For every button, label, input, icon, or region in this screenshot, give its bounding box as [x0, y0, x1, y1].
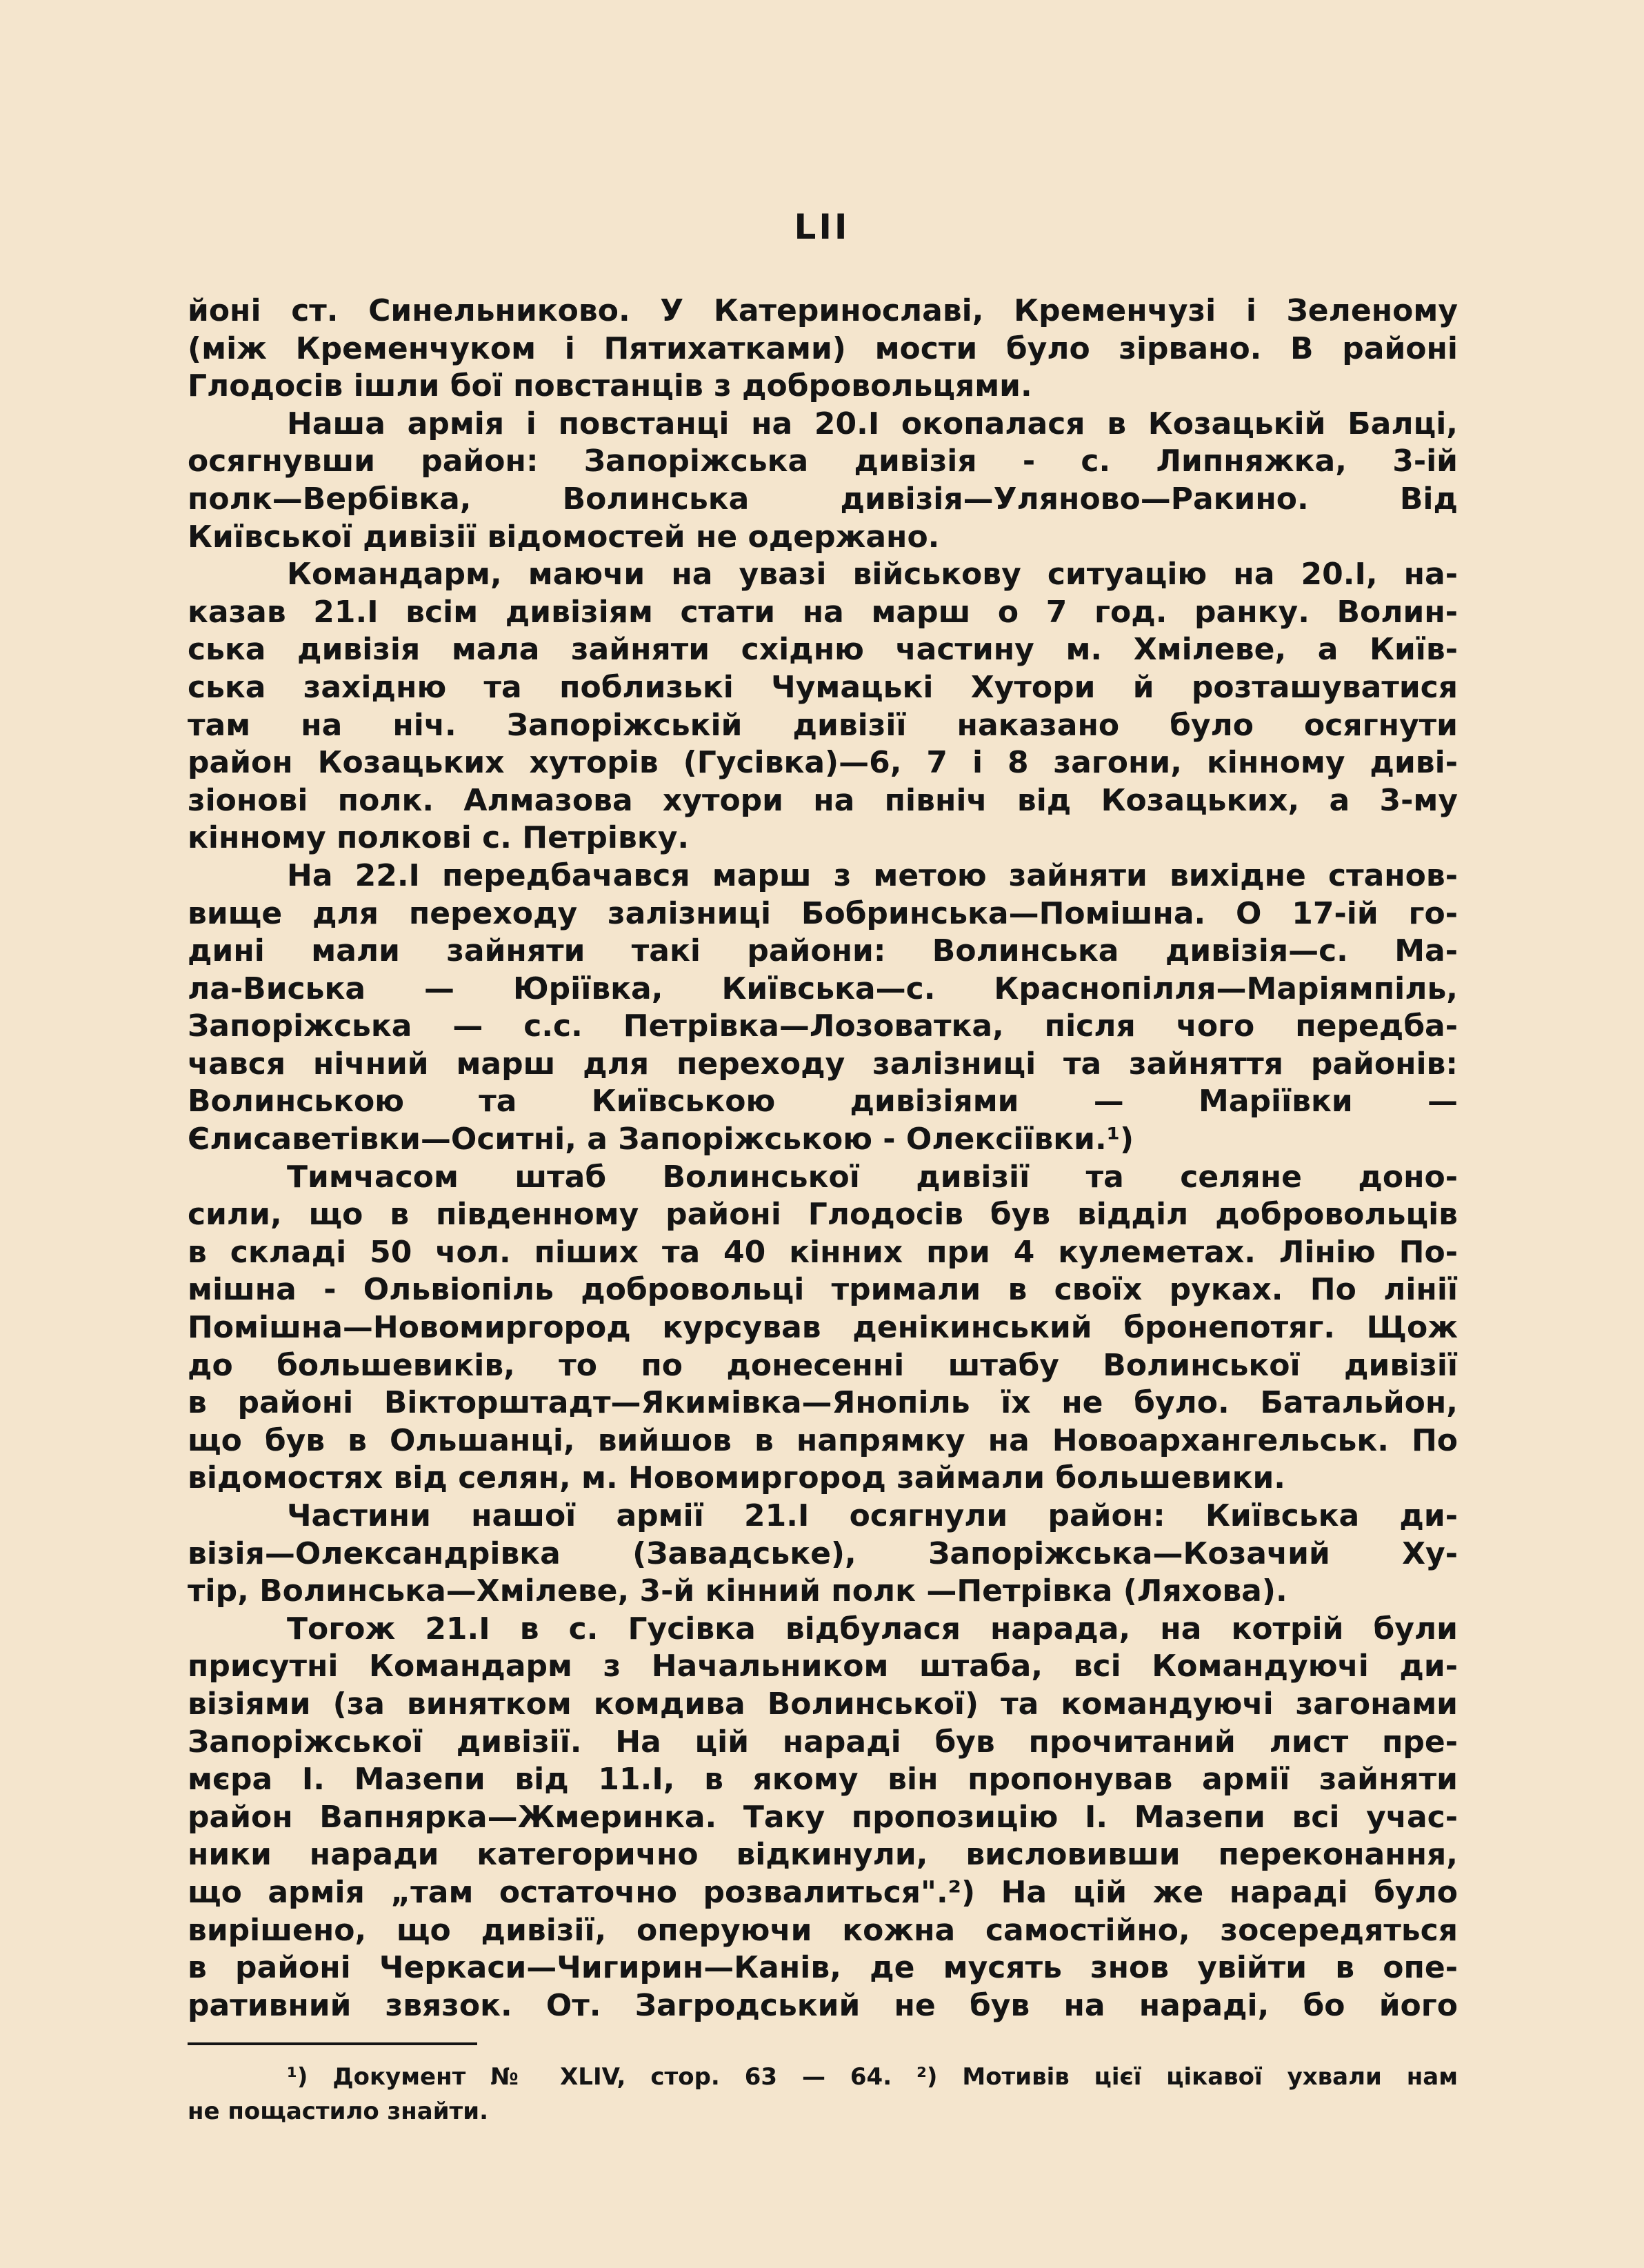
text-line: відомостях від селян, м. Новомиргород займали большевики. [188, 1460, 1286, 1496]
text-line: візіями (за винятком комдива Волинської) та командуючі загонами [188, 1686, 1458, 1722]
text-line: район Козацьких хуторів (Гусівка)—6, 7 і 8 загони, кінному диві- [188, 745, 1458, 781]
footnote-line: ¹) Документ № XLIV, стор. 63 — 64. ²) Мотивів цієї цікавої ухвали нам [287, 2063, 1458, 2091]
text-line: присутні Командарм з Начальником штаба, всі Командуючі ди- [188, 1649, 1458, 1684]
text-line: полк—Вербівка, Волинська дивізія—Уляново—Ракино. Від [188, 481, 1458, 517]
paragraph-start: Тимчасом штаб Волинської дивізії та селяне доно- [287, 1159, 1458, 1195]
text-line: кінному полкові с. Петрівку. [188, 820, 690, 856]
page-number: LII [794, 207, 850, 247]
paragraph-start: Частини нашої армії 21.І осягнули район: Київська ди- [287, 1498, 1458, 1533]
text-line: ська західню та поблизькі Чумацькі Хутори й розташуватися [188, 669, 1458, 705]
text-line: в складі 50 чол. піших та 40 кінних при 4 кулеметах. Лінію По- [188, 1234, 1458, 1270]
text-line: мєра І. Мазепи від 11.І, в якому він пропонував армії зайняти [188, 1762, 1458, 1798]
text-line: мішна - Ольвіопіль добровольці тримали в своїх руках. По лінії [188, 1272, 1458, 1308]
text-line: що армія „там остаточно розвалиться".²) На цій же нараді було [188, 1874, 1458, 1910]
paragraph-start: Тогож 21.І в с. Гусівка відбулася нарада, на котрій були [287, 1611, 1458, 1647]
footnotes [188, 2060, 1458, 2129]
text-line: ська дивізія мала зайняти східню частину м. Хмілеве, а Київ- [188, 632, 1458, 668]
text-line: в районі Черкаси—Чигирин—Канів, де мусять знов увійти в опе- [188, 1950, 1458, 1986]
footnote-divider [188, 2042, 477, 2045]
text-line: вище для переходу залізниці Бобринська—Помішна. О 17-ій го- [188, 895, 1458, 931]
text-line: Глодосів ішли бої повстанців з добровольцями. [188, 368, 1032, 404]
text-line: Запоріжської дивізії. На цій нараді був прочитаний лист пре- [188, 1724, 1458, 1760]
text-line: Помішна—Новомиргород курсував денікинський бронепотяг. Щож [188, 1310, 1458, 1346]
text-line: Київської дивізії відомостей не одержано. [188, 519, 940, 555]
text-line: Єлисаветівки—Оситні, а Запоріжською - Олексіївки.¹) [188, 1122, 1134, 1157]
text-line: (між Кременчуком і Пятихатками) мости було зірвано. В районі [188, 330, 1458, 366]
text-line: ративний звязок. От. Загродський не був на нараді, бо його [188, 1987, 1458, 2023]
paragraph-start: Командарм, маючи на увазі військову ситуацію на 20.І, на- [287, 557, 1458, 593]
text-line: зіонові полк. Алмазова хутори на північ від Козацьких, а 3-му [188, 782, 1458, 818]
text-line: в районі Вікторштадт—Якимівка—Янопіль їх не було. Батальйон, [188, 1385, 1458, 1421]
text-line: Запоріжська — с.с. Петрівка—Лозоватка, після чого передба- [188, 1008, 1458, 1044]
text-line: ники наради категорично відкинули, висловивши переконання, [188, 1837, 1458, 1873]
text-line: до большевиків, то по донесенні штабу Волинської дивізії [188, 1347, 1458, 1383]
text-line: що був в Ольшанці, вийшов в напрямку на Новоархангельськ. По [188, 1422, 1458, 1458]
text-line: там на ніч. Запоріжській дивізії наказано було осягнути [188, 707, 1458, 743]
text-line: тір, Волинська—Хмілеве, 3-й кінний полк —Петрівка (Ляхова). [188, 1573, 1287, 1609]
text-line: осягнувши район: Запоріжська дивізія - с. Липняжка, 3-ій [188, 444, 1458, 479]
text-line: Волинською та Київською дивізіями — Маріївки — [188, 1084, 1458, 1120]
paragraph-start: Наша армія і повстанці на 20.І окопалася в Козацькій Балці, [287, 406, 1458, 441]
text-line: казав 21.І всім дивізіям стати на марш о 7 год. ранку. Волин- [188, 594, 1458, 630]
text-line: район Вапнярка—Жмеринка. Таку пропозицію І. Мазепи всі учас- [188, 1799, 1458, 1835]
footnote-line: не пощастило знайти. [188, 2098, 489, 2125]
paragraph-start: На 22.І передбачався марш з метою зайняти вихідне станов- [287, 857, 1458, 893]
text-line: йоні ст. Синельниково. У Катеринославі, Кременчузі і Зеленому [188, 293, 1458, 328]
text-line: ла-Виська — Юріївка, Київська—с. Краснопілля—Маріямпіль, [188, 971, 1458, 1006]
text-line: вирішено, що дивізії, оперуючи кожна самостійно, зосередяться [188, 1912, 1458, 1948]
body-text [188, 292, 1458, 2025]
text-line: чався нічний марш для переходу залізниці та зайняття районів: [188, 1046, 1458, 1082]
text-line: сили, що в південному районі Глодосів був відділ добровольців [188, 1197, 1458, 1233]
text-line: візія—Олександрівка (Завадське), Запоріжська—Козачий Ху- [188, 1535, 1458, 1571]
text-line: дині мали зайняти такі райони: Волинська дивізія—с. Ма- [188, 933, 1458, 969]
